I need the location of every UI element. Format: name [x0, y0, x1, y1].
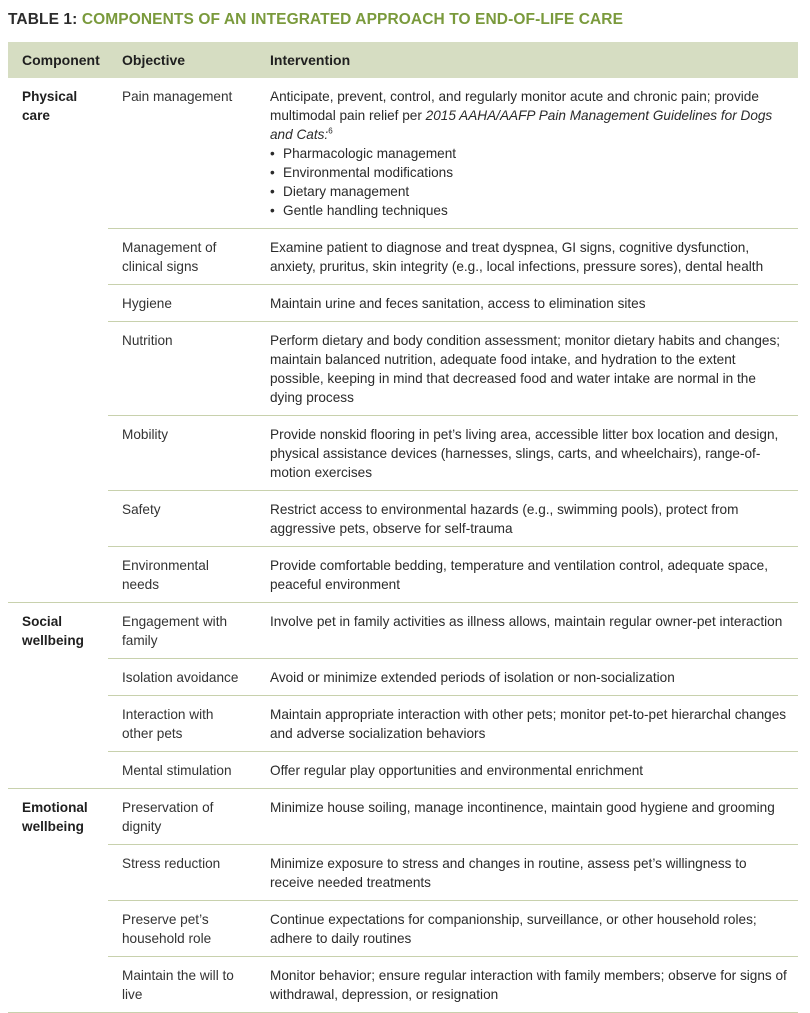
component-cell	[8, 229, 108, 285]
intervention-text: Anticipate, prevent, control, and regularly monitor acute and chronic pain; provide multimodal pain relief per	[270, 89, 759, 123]
component-cell	[8, 901, 108, 957]
intervention-cell: Minimize house soiling, manage incontinence, maintain good hygiene and grooming	[256, 789, 798, 845]
intervention-cell: Examine patient to diagnose and treat dyspnea, GI signs, cognitive dysfunction, anxiety, pruritus, skin integrity (e.g., local infections, pressure sores), dental health	[256, 229, 798, 285]
table-row	[8, 957, 798, 1013]
table-row	[8, 752, 798, 789]
objective-cell: Mobility	[108, 416, 256, 491]
component-cell	[8, 845, 108, 901]
component-cell: Physical care	[22, 89, 78, 123]
objective-cell: Nutrition	[108, 322, 256, 416]
component-cell	[8, 322, 108, 416]
table-row	[8, 659, 798, 696]
table-row	[8, 322, 798, 416]
table-row	[8, 845, 798, 901]
table-title-text: COMPONENTS OF AN INTEGRATED APPROACH TO END-OF-LIFE CARE	[81, 11, 624, 28]
table-row	[8, 901, 798, 957]
intervention-cell	[256, 78, 798, 229]
intervention-cell: Perform dietary and body condition assessment; monitor dietary habits and changes; maintain balanced nutrition, adequate food intake, and hydration to the extent possible, keeping in mind that decreased food and water intake are normal in the dying process	[256, 322, 798, 416]
footnote-marker: 6	[328, 126, 333, 136]
intervention-cell: Avoid or minimize extended periods of isolation or non-socialization	[256, 659, 798, 696]
table-row	[8, 547, 798, 603]
header-objective: Objective	[108, 42, 256, 78]
list-item: • Gentle handling techniques	[270, 201, 790, 220]
list-item: • Environmental modifications	[270, 163, 790, 182]
header-row	[8, 42, 798, 78]
table-row	[8, 285, 798, 322]
care-components-table	[8, 42, 798, 1013]
objective-cell: Engagement with family	[108, 603, 256, 659]
component-cell: Social wellbeing	[22, 614, 84, 648]
header-component: Component	[8, 42, 108, 78]
table-title	[8, 11, 623, 29]
objective-cell: Preserve pet’s household role	[108, 901, 256, 957]
intervention-cell: Offer regular play opportunities and environmental enrichment	[256, 752, 798, 789]
objective-cell: Interaction with other pets	[108, 696, 256, 752]
component-cell	[8, 696, 108, 752]
list-item: • Pharmacologic management	[270, 144, 790, 163]
component-cell	[8, 547, 108, 603]
intervention-cell: Provide nonskid flooring in pet’s living area, accessible litter box location and design, physical assistance devices (harnesses, slings, carts, and wheelchairs), range-of-motion exercises	[256, 416, 798, 491]
table-row	[8, 78, 798, 229]
header-intervention: Intervention	[256, 42, 798, 78]
intervention-cell: Restrict access to environmental hazards (e.g., swimming pools), protect from aggressive pets, observe for self-trauma	[256, 491, 798, 547]
objective-cell: Pain management	[108, 78, 256, 229]
component-cell	[8, 416, 108, 491]
table-row	[8, 491, 798, 547]
intervention-cell: Monitor behavior; ensure regular interaction with family members; observe for signs of withdrawal, depression, or resignation	[256, 957, 798, 1013]
pain-management-list	[270, 144, 790, 220]
intervention-cell: Minimize exposure to stress and changes in routine, assess pet’s willingness to receive needed treatments	[256, 845, 798, 901]
component-cell: Emotional wellbeing	[22, 800, 88, 834]
objective-cell: Isolation avoidance	[108, 659, 256, 696]
table-row	[8, 229, 798, 285]
list-item: • Dietary management	[270, 182, 790, 201]
component-cell	[8, 957, 108, 1013]
objective-cell: Safety	[108, 491, 256, 547]
objective-cell: Management of clinical signs	[108, 229, 256, 285]
table-number: TABLE 1:	[8, 11, 78, 28]
objective-cell: Hygiene	[108, 285, 256, 322]
table-row	[8, 416, 798, 491]
component-cell	[8, 491, 108, 547]
objective-cell: Stress reduction	[108, 845, 256, 901]
intervention-cell: Involve pet in family activities as illness allows, maintain regular owner-pet interaction	[256, 603, 798, 659]
objective-cell: Environmental needs	[108, 547, 256, 603]
objective-cell: Preservation of dignity	[108, 789, 256, 845]
intervention-cell: Maintain urine and feces sanitation, access to elimination sites	[256, 285, 798, 322]
intervention-cell: Provide comfortable bedding, temperature and ventilation control, adequate space, peaceful environment	[256, 547, 798, 603]
table-row	[8, 789, 798, 845]
component-cell	[8, 752, 108, 789]
component-cell	[8, 285, 108, 322]
component-cell	[8, 659, 108, 696]
table-row	[8, 696, 798, 752]
table-row	[8, 603, 798, 659]
objective-cell: Mental stimulation	[108, 752, 256, 789]
guidelines-reference: 2015 AAHA/AAFP Pain Management Guidelines for Dogs and Cats:	[270, 108, 773, 142]
intervention-cell: Continue expectations for companionship, surveillance, or other household roles; adhere to daily routines	[256, 901, 798, 957]
objective-cell: Maintain the will to live	[108, 957, 256, 1013]
intervention-cell: Maintain appropriate interaction with other pets; monitor pet-to-pet hierarchal changes and adverse socialization behaviors	[256, 696, 798, 752]
